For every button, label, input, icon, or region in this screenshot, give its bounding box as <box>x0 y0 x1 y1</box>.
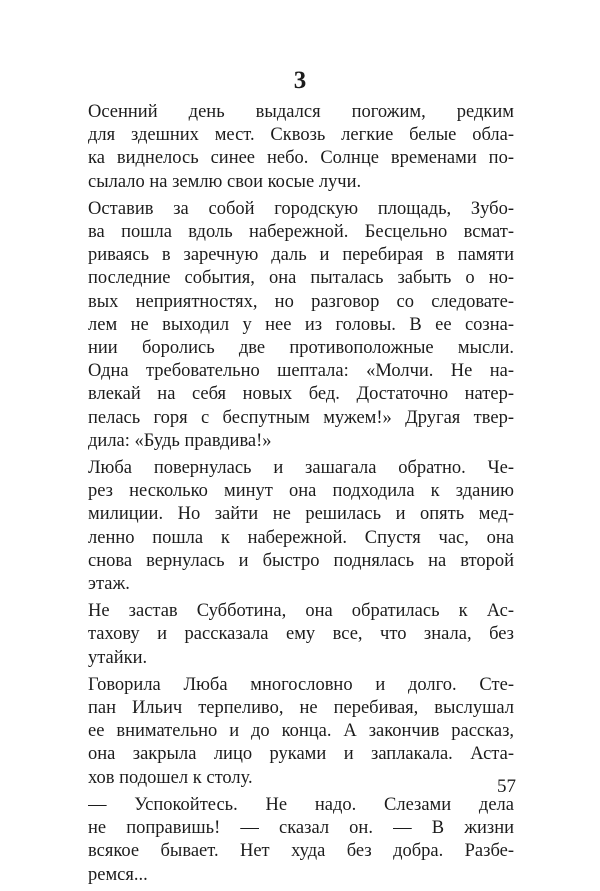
text-line: ленно пошла к набережной. Спустя час, она <box>88 527 514 548</box>
page-number: 57 <box>497 776 516 797</box>
paragraph <box>88 674 514 790</box>
text-line: Не застав Субботина, она обратилась к Ас- <box>88 601 514 622</box>
paragraph <box>88 600 514 670</box>
paragraph <box>88 457 514 596</box>
text-line: ва пошла вдоль набережной. Бесцельно всмат- <box>88 222 514 243</box>
text-line: для здешних мест. Сквозь легкие белые обла- <box>88 125 514 146</box>
text-line: лем не выходил у нее из головы. В ее сознa- <box>88 314 514 335</box>
text-line: она закрыла лицо руками и заплакала. Аста- <box>88 744 514 765</box>
text-line: хов подошел к столу. <box>88 767 253 788</box>
text-line: сылало на землю свои косые лучи. <box>88 171 362 192</box>
chapter-number: 3 <box>293 67 307 94</box>
text-line: ка виднелось синее небо. Солнце временами по- <box>88 148 514 169</box>
text-line: утайки. <box>88 647 148 668</box>
text-line: Говорила Люба многословно и долго. Сте- <box>88 674 514 695</box>
text-line: Осенний день выдался погожим, редким <box>88 102 514 122</box>
text-line: вых неприятностях, но разговор со следовате- <box>88 291 514 312</box>
text-line: дила: «Будь правдива!» <box>88 430 272 451</box>
text-line: не поправишь! — сказал он. — В жизни <box>88 818 514 839</box>
text-line: снова вернулась и быстро поднялась на второй <box>88 550 514 571</box>
text-line: милиции. Но зайти не решилась и опять мед- <box>88 504 514 525</box>
text-line: всякое бывает. Нет худа без добра. Разбе- <box>88 841 514 862</box>
text-line: — Успокойтесь. Не надо. Слезами дела <box>88 794 514 815</box>
paragraph <box>88 101 514 194</box>
text-line: Одна требовательно шептала: «Молчи. Не на- <box>88 361 514 382</box>
text-line: Люба повернулась и зашагала обратно. Че- <box>88 458 514 479</box>
text-line: нии боролись две противоположные мысли. <box>88 338 514 359</box>
paragraph <box>88 198 514 453</box>
paragraph <box>88 794 514 887</box>
text-line: Оставив за собой городскую площадь, Зубо- <box>88 198 514 219</box>
text-line: влекай на себя новых бед. Достаточно натер- <box>88 384 514 405</box>
text-line: тахову и рассказала ему все, что знала, без <box>88 624 514 645</box>
chapter-body-text <box>88 101 514 891</box>
text-line: пелась горя с беспутным мужем!» Другая твер- <box>88 407 514 428</box>
text-line: этаж. <box>88 574 130 595</box>
text-line: пан Ильич терпеливо, не перебивая, выслушал <box>88 698 514 719</box>
text-line: ремся... <box>88 864 148 885</box>
text-line: последние события, она пыталась забыть о но- <box>88 268 514 289</box>
text-line: рез несколько минут она подходила к зданию <box>88 481 514 502</box>
text-line: риваясь в заречную даль и перебирая в памяти <box>88 245 514 266</box>
text-line: ее внимательно и до конца. А закончив рассказ, <box>88 721 514 742</box>
